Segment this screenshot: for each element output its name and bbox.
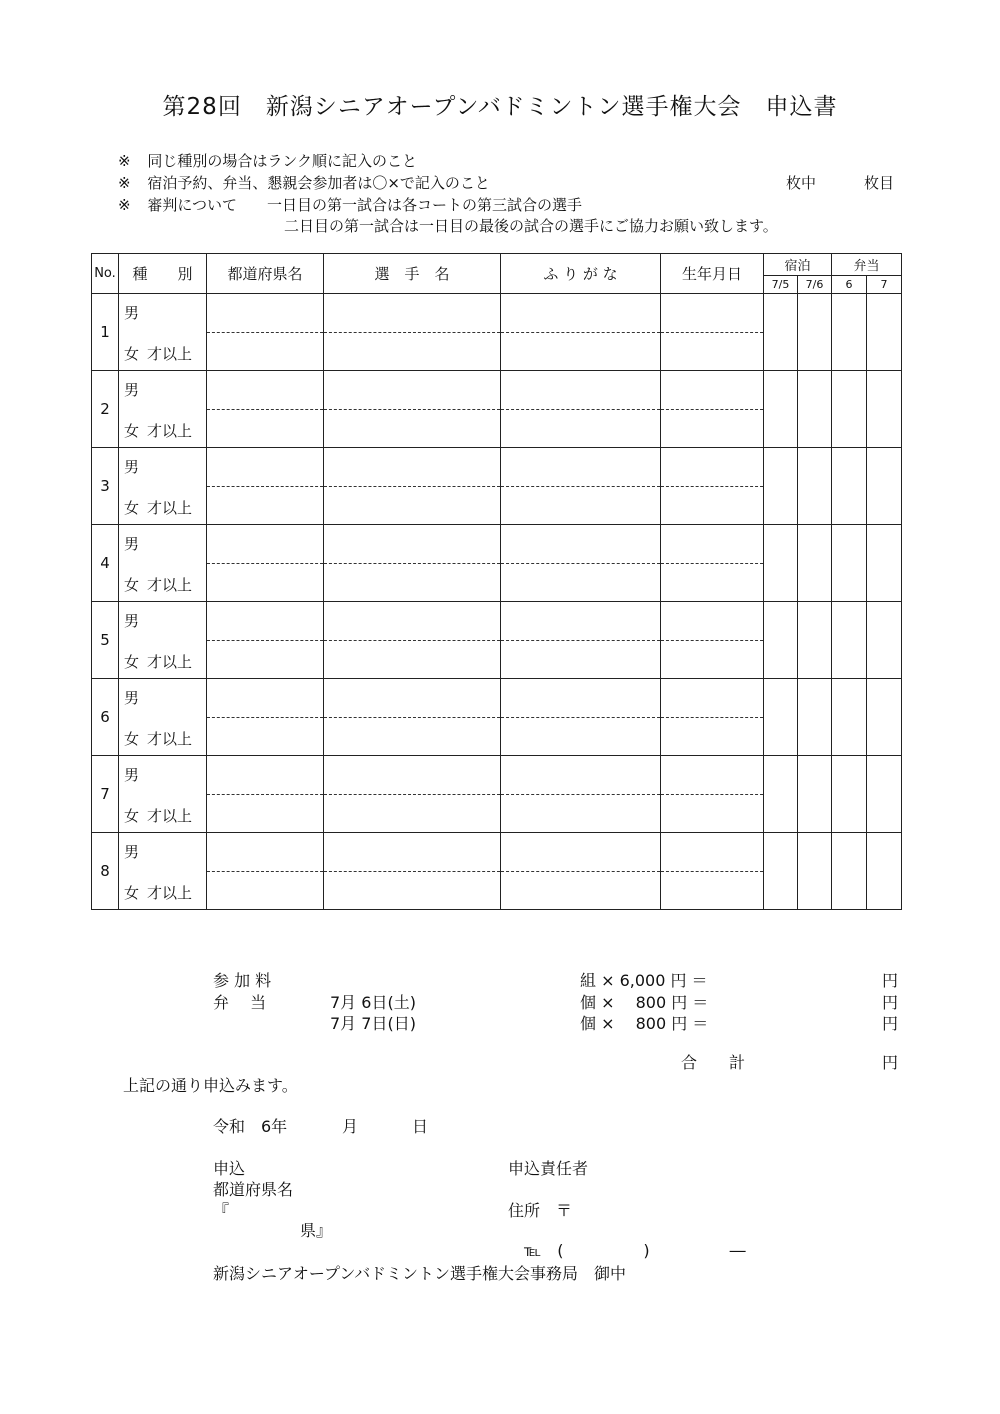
entry-row-top xyxy=(92,756,902,795)
lunch-day-2-cell[interactable] xyxy=(867,602,902,679)
birthdate-field[interactable] xyxy=(661,294,764,333)
header-lodging-day-2: 7/6 xyxy=(798,276,832,294)
lodging-day-1-cell[interactable] xyxy=(764,525,798,602)
lunch-day-2-cell[interactable] xyxy=(867,294,902,371)
furigana-field[interactable] xyxy=(501,872,661,910)
header-lunch-day-1: 6 xyxy=(832,276,867,294)
category-age: 才以上 xyxy=(147,345,193,363)
category-age: 才以上 xyxy=(147,653,193,671)
lunch-line-1: 個 × 800 円 ＝ xyxy=(580,993,709,1012)
note-mark: ※ xyxy=(118,196,131,214)
prefecture-field[interactable] xyxy=(207,602,324,641)
lunch-day-1: 7月 6日(土) xyxy=(330,993,416,1012)
note-3 xyxy=(118,194,582,215)
category-male: 男 xyxy=(124,535,140,553)
prefecture-field[interactable] xyxy=(207,371,324,410)
category-age: 才以上 xyxy=(147,422,193,440)
lodging-day-2-cell[interactable] xyxy=(798,294,832,371)
lunch-day-2-cell[interactable] xyxy=(867,756,902,833)
row-number: 8 xyxy=(92,833,119,910)
date-day: 日 xyxy=(412,1117,429,1136)
furigana-field[interactable] xyxy=(501,487,661,525)
category-female-age xyxy=(124,343,192,364)
category-cell[interactable] xyxy=(119,448,207,525)
prefecture-field[interactable] xyxy=(207,410,324,448)
birthdate-field[interactable] xyxy=(661,602,764,641)
lunch-day-2: 7月 7日(日) xyxy=(330,1014,416,1033)
note-4 xyxy=(284,215,778,236)
prefecture-field[interactable] xyxy=(207,294,324,333)
entry-row-top xyxy=(92,371,902,410)
lodging-day-1-cell[interactable] xyxy=(764,371,798,448)
category-female-age xyxy=(124,728,192,749)
player-name-field[interactable] xyxy=(324,756,501,795)
category-male: 男 xyxy=(124,689,140,707)
note-mark: ※ xyxy=(118,174,131,192)
date-era: 令和 6年 xyxy=(213,1117,288,1136)
player-name-field[interactable] xyxy=(324,564,501,602)
category-cell[interactable] xyxy=(119,756,207,833)
category-female: 女 xyxy=(124,499,140,517)
prefecture-field[interactable] xyxy=(207,333,324,371)
lunch-day-1-cell[interactable] xyxy=(832,448,867,525)
prefecture-field[interactable] xyxy=(207,795,324,833)
category-cell[interactable] xyxy=(119,294,207,371)
category-female: 女 xyxy=(124,576,140,594)
category-female-age xyxy=(124,420,192,441)
row-number: 4 xyxy=(92,525,119,602)
player-name-field[interactable] xyxy=(324,410,501,448)
lodging-day-2-cell[interactable] xyxy=(798,679,832,756)
prefecture-field[interactable] xyxy=(207,525,324,564)
addressee: 新潟シニアオープンバドミントン選手権大会事務局 御中 xyxy=(213,1264,626,1283)
prefecture-bracket-open: 『 xyxy=(213,1201,230,1220)
category-female: 女 xyxy=(124,730,140,748)
furigana-field[interactable] xyxy=(501,410,661,448)
category-male: 男 xyxy=(124,458,140,476)
birthdate-field[interactable] xyxy=(661,756,764,795)
category-female: 女 xyxy=(124,653,140,671)
furigana-field[interactable] xyxy=(501,756,661,795)
category-male: 男 xyxy=(124,381,140,399)
sheet-total-label: 枚目 xyxy=(864,174,895,192)
header-lunch: 弁当 xyxy=(832,254,902,276)
note-1 xyxy=(118,150,417,171)
birthdate-field[interactable] xyxy=(661,718,764,756)
date-month: 月 xyxy=(342,1117,359,1136)
responsible-person-label: 申込責任者 xyxy=(508,1159,589,1178)
birthdate-field[interactable] xyxy=(661,872,764,910)
category-cell[interactable] xyxy=(119,602,207,679)
lunch-yen-2: 円 xyxy=(882,1014,899,1033)
category-age: 才以上 xyxy=(147,499,193,517)
birthdate-field[interactable] xyxy=(661,371,764,410)
lodging-day-1-cell[interactable] xyxy=(764,679,798,756)
birthdate-field[interactable] xyxy=(661,333,764,371)
prefecture-field[interactable] xyxy=(207,679,324,718)
prefecture-field[interactable] xyxy=(207,564,324,602)
row-number: 7 xyxy=(92,756,119,833)
header-furigana: ふ り が な xyxy=(501,254,661,294)
lodging-day-2-cell[interactable] xyxy=(798,448,832,525)
prefecture-field[interactable] xyxy=(207,448,324,487)
player-name-field[interactable] xyxy=(324,795,501,833)
furigana-field[interactable] xyxy=(501,448,661,487)
birthdate-field[interactable] xyxy=(661,448,764,487)
row-number: 5 xyxy=(92,602,119,679)
category-age: 才以上 xyxy=(147,807,193,825)
birthdate-field[interactable] xyxy=(661,487,764,525)
category-age: 才以上 xyxy=(147,730,193,748)
lunch-day-1-cell[interactable] xyxy=(832,525,867,602)
entry-row-top xyxy=(92,525,902,564)
player-name-field[interactable] xyxy=(324,371,501,410)
furigana-field[interactable] xyxy=(501,641,661,679)
entry-row-top xyxy=(92,602,902,641)
category-male: 男 xyxy=(124,766,140,784)
entry-row-top xyxy=(92,833,902,872)
note-text: 同じ種別の場合はランク順に記入のこと xyxy=(147,152,418,170)
lunch-yen-1: 円 xyxy=(882,993,899,1012)
category-female-age xyxy=(124,805,192,826)
entry-fee-label: 参 加 料 xyxy=(213,971,272,990)
prefecture-field[interactable] xyxy=(207,872,324,910)
total-label: 合 計 xyxy=(681,1053,746,1072)
category-cell[interactable] xyxy=(119,833,207,910)
category-female-age xyxy=(124,497,192,518)
applicant-label: 申込 xyxy=(213,1159,246,1178)
category-female: 女 xyxy=(124,884,140,902)
sheet-current-label: 枚中 xyxy=(786,174,817,192)
entry-row-top xyxy=(92,448,902,487)
header-birthdate: 生年月日 xyxy=(661,254,764,294)
header-no: No. xyxy=(92,254,119,294)
category-female-age xyxy=(124,574,192,595)
player-name-field[interactable] xyxy=(324,718,501,756)
note-mark: ※ xyxy=(118,152,131,170)
furigana-field[interactable] xyxy=(501,564,661,602)
birthdate-field[interactable] xyxy=(661,564,764,602)
player-name-field[interactable] xyxy=(324,679,501,718)
category-age: 才以上 xyxy=(147,884,193,902)
lodging-day-1-cell[interactable] xyxy=(764,833,798,910)
declaration: 上記の通り申込みます。 xyxy=(123,1076,298,1095)
birthdate-field[interactable] xyxy=(661,795,764,833)
furigana-field[interactable] xyxy=(501,718,661,756)
prefecture-field[interactable] xyxy=(207,487,324,525)
lodging-day-2-cell[interactable] xyxy=(798,602,832,679)
lodging-day-1-cell[interactable] xyxy=(764,294,798,371)
entry-table xyxy=(91,253,902,910)
note-text: 審判について 一日目の第一試合は各コートの第三試合の選手 xyxy=(147,196,583,214)
lunch-line-2: 個 × 800 円 ＝ xyxy=(580,1014,709,1033)
lodging-day-2-cell[interactable] xyxy=(798,833,832,910)
category-cell[interactable] xyxy=(119,679,207,756)
header-lodging: 宿泊 xyxy=(764,254,832,276)
entry-rows xyxy=(92,294,902,910)
lodging-day-2-cell[interactable] xyxy=(798,371,832,448)
lunch-day-2-cell[interactable] xyxy=(867,448,902,525)
page-title: 第28回 新潟シニアオープンバドミントン選手権大会 申込書 xyxy=(162,94,838,120)
total-yen: 円 xyxy=(882,1053,899,1072)
entry-fee-yen: 円 xyxy=(882,971,899,990)
category-age: 才以上 xyxy=(147,576,193,594)
lunch-day-1-cell[interactable] xyxy=(832,602,867,679)
prefecture-field[interactable] xyxy=(207,641,324,679)
prefecture-field[interactable] xyxy=(207,756,324,795)
lunch-day-1-cell[interactable] xyxy=(832,371,867,448)
note-text: 二日目の第一試合は一日目の最後の試合の選手にご協力お願い致します。 xyxy=(284,217,778,235)
birthdate-field[interactable] xyxy=(661,641,764,679)
player-name-field[interactable] xyxy=(324,294,501,333)
address-label: 住所 〒 xyxy=(508,1201,573,1220)
prefecture-suffix: 県』 xyxy=(300,1221,333,1240)
lunch-day-1-cell[interactable] xyxy=(832,294,867,371)
entry-fee-line: 組 × 6,000 円 ＝ xyxy=(580,971,708,990)
player-name-field[interactable] xyxy=(324,333,501,371)
furigana-field[interactable] xyxy=(501,679,661,718)
tel-label: ℡ ( ) ― xyxy=(524,1241,746,1260)
prefecture-field[interactable] xyxy=(207,718,324,756)
furigana-field[interactable] xyxy=(501,371,661,410)
category-female: 女 xyxy=(124,807,140,825)
category-male: 男 xyxy=(124,843,140,861)
lunch-day-1-cell[interactable] xyxy=(832,833,867,910)
lunch-day-1-cell[interactable] xyxy=(832,679,867,756)
category-cell[interactable] xyxy=(119,371,207,448)
player-name-field[interactable] xyxy=(324,641,501,679)
player-name-field[interactable] xyxy=(324,872,501,910)
lodging-day-1-cell[interactable] xyxy=(764,448,798,525)
category-female-age xyxy=(124,651,192,672)
row-number: 1 xyxy=(92,294,119,371)
lodging-day-2-cell[interactable] xyxy=(798,756,832,833)
row-number: 6 xyxy=(92,679,119,756)
player-name-field[interactable] xyxy=(324,487,501,525)
lunch-day-2-cell[interactable] xyxy=(867,679,902,756)
lunch-day-2-cell[interactable] xyxy=(867,525,902,602)
entry-row-top xyxy=(92,294,902,333)
applicant-prefecture-label: 都道府県名 xyxy=(213,1180,294,1199)
category-female: 女 xyxy=(124,422,140,440)
furigana-field[interactable] xyxy=(501,795,661,833)
entry-row-top xyxy=(92,679,902,718)
player-name-field[interactable] xyxy=(324,602,501,641)
lunch-day-2-cell[interactable] xyxy=(867,833,902,910)
furigana-field[interactable] xyxy=(501,602,661,641)
furigana-field[interactable] xyxy=(501,525,661,564)
furigana-field[interactable] xyxy=(501,294,661,333)
furigana-field[interactable] xyxy=(501,833,661,872)
header-category: 種 別 xyxy=(119,254,207,294)
birthdate-field[interactable] xyxy=(661,679,764,718)
lodging-day-1-cell[interactable] xyxy=(764,602,798,679)
birthdate-field[interactable] xyxy=(661,410,764,448)
category-male: 男 xyxy=(124,304,140,322)
lunch-day-1-cell[interactable] xyxy=(832,756,867,833)
category-male: 男 xyxy=(124,612,140,630)
note-2 xyxy=(118,172,490,193)
prefecture-field[interactable] xyxy=(207,833,324,872)
header-lunch-day-2: 7 xyxy=(867,276,902,294)
player-name-field[interactable] xyxy=(324,448,501,487)
row-number: 3 xyxy=(92,448,119,525)
furigana-field[interactable] xyxy=(501,333,661,371)
category-female: 女 xyxy=(124,345,140,363)
birthdate-field[interactable] xyxy=(661,525,764,564)
row-number: 2 xyxy=(92,371,119,448)
lodging-day-2-cell[interactable] xyxy=(798,525,832,602)
category-female-age xyxy=(124,882,192,903)
lunch-label: 弁 当 xyxy=(213,993,267,1012)
note-text: 宿泊予約、弁当、懇親会参加者は〇×で記入のこと xyxy=(147,174,490,192)
player-name-field[interactable] xyxy=(324,833,501,872)
lodging-day-1-cell[interactable] xyxy=(764,756,798,833)
player-name-field[interactable] xyxy=(324,525,501,564)
birthdate-field[interactable] xyxy=(661,833,764,872)
header-prefecture: 都道府県名 xyxy=(207,254,324,294)
header-lodging-day-1: 7/5 xyxy=(764,276,798,294)
category-cell[interactable] xyxy=(119,525,207,602)
lunch-day-2-cell[interactable] xyxy=(867,371,902,448)
header-player-name: 選 手 名 xyxy=(324,254,501,294)
